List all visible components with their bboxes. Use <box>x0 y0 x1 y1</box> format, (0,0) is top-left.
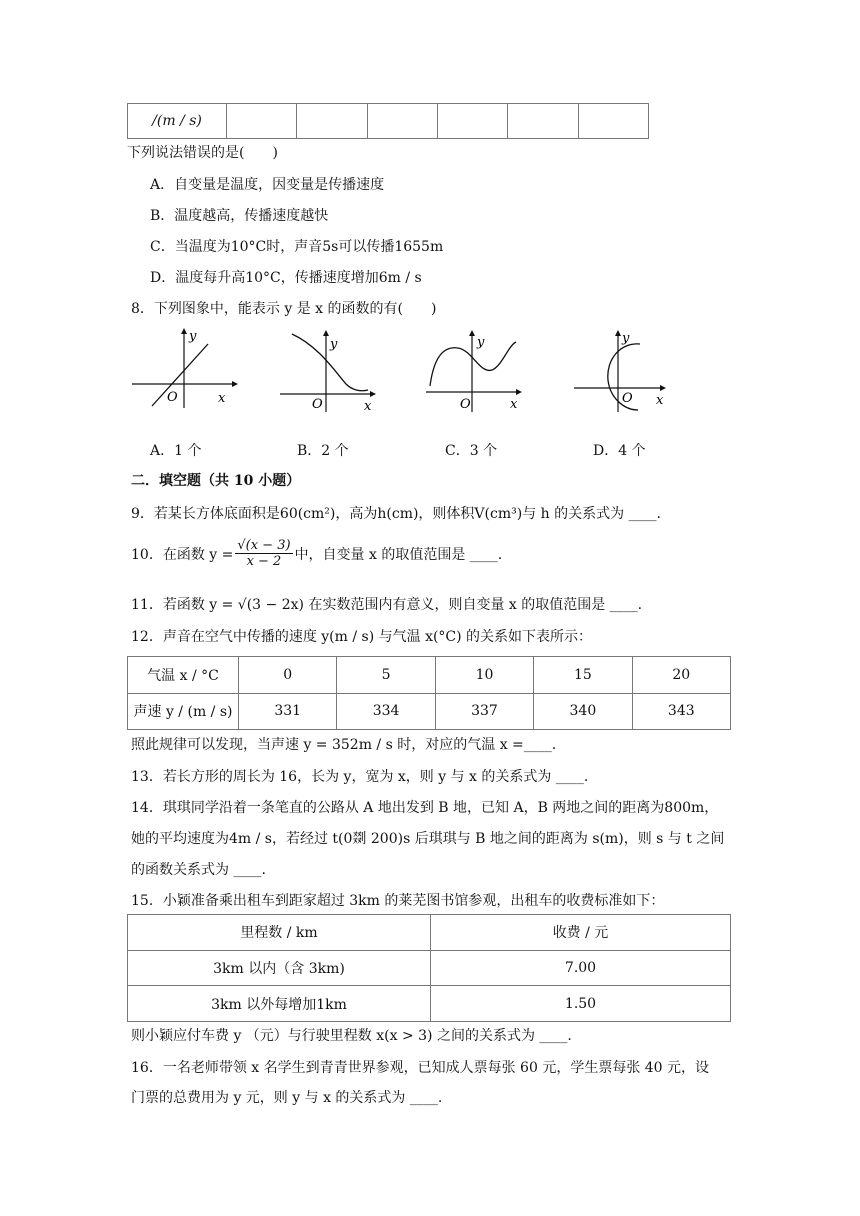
q12-prompt: 12．声音在空气中传播的速度 y(m / s) 与气温 x(°C) 的关系如下表所示： <box>131 629 593 645</box>
graph-a-x-label: x <box>218 391 226 406</box>
table-header: 里程数 / km <box>128 915 431 951</box>
empty-cell <box>367 104 437 139</box>
q7-option-b: B．温度越高，传播速度越快 <box>150 208 329 224</box>
q7-option-a: A．自变量是温度，因变量是传播速度 <box>150 177 385 193</box>
q10-suffix: 中，自变量 x 的取值范围是 ____. <box>294 546 503 563</box>
q12-followup: 照此规律可以发现，当声速 y = 352m / s 时，对应的气温 x =____. <box>131 737 557 753</box>
table-cell: 3km 以内（含 3km) <box>128 950 431 986</box>
empty-cell <box>297 104 367 139</box>
empty-cell <box>227 104 297 139</box>
table-cell: 340 <box>534 693 632 730</box>
q13-text: 13．若长方形的周长为 16，长为 y，宽为 x，则 y 与 x 的关系式为 ____. <box>131 769 589 785</box>
graph-b <box>278 326 378 414</box>
q9-text: 9．若某长方体底面积是60(cm²)，高为h(cm)，则体积V(cm³)与 h 的关系式为 ____. <box>131 506 662 522</box>
q7-option-c: C．当温度为10°C时，声音5s可以传播1655m <box>150 239 444 255</box>
q14-line2: 她的平均速度为4m / s，若经过 t(0剟 200)s 后琪琪与 B 地之间的距离为 s(m)，则 s 与 t 之间 <box>131 831 725 847</box>
table-header-temp: 气温 x / °C <box>128 657 239 694</box>
table-cell: 331 <box>239 693 337 730</box>
table-cell: 1.50 <box>431 986 731 1022</box>
q8-option-c: C．3 个 <box>445 443 498 459</box>
q14-line1: 14．琪琪同学沿着一条笔直的公路从 A 地出发到 B 地，已知 A，B 两地之间的距离为800m， <box>131 800 719 816</box>
table-cell: 0 <box>239 657 337 694</box>
q14-line3: 的函数关系式为 ____. <box>131 862 266 878</box>
q15-prompt: 15．小颖准备乘出租车到距家超过 3km 的莱芜图书馆参观，出租车的收费标准如下： <box>131 893 665 909</box>
q10-prefix: 10．在函数 y = <box>131 546 234 563</box>
table-cell: 20 <box>632 657 730 694</box>
sound-speed-table <box>127 656 731 730</box>
table-header-speed: 声速 y / (m / s) <box>128 693 239 730</box>
q8-option-d: D．4 个 <box>593 443 646 459</box>
q11-text: 11．若函数 y = √(3 − 2x) 在实数范围内有意义，则自变量 x 的取值范围是 ____. <box>131 597 643 613</box>
graph-c-origin-label: O <box>460 397 471 412</box>
graph-d-origin-label: O <box>622 391 633 406</box>
q8-option-a: A．1 个 <box>150 443 202 459</box>
q10-numerator: √(x − 3) <box>237 538 291 553</box>
empty-cell <box>508 104 578 139</box>
q8-prompt: 8．下列图象中，能表示 y 是 x 的函数的有( ) <box>131 301 437 317</box>
table-cell: 7.00 <box>431 950 731 986</box>
table-header: 收费 / 元 <box>431 915 731 951</box>
graph-d-y-label: y <box>622 331 630 346</box>
table-cell: 334 <box>337 693 435 730</box>
graph-c-x-label: x <box>510 397 518 412</box>
q10-line <box>131 538 502 569</box>
q10-denominator: x − 2 <box>246 554 282 569</box>
q16-line2: 门票的总费用为 y 元，则 y 与 x 的关系式为 ____. <box>131 1090 443 1106</box>
table-cell: 343 <box>632 693 730 730</box>
q8-option-b: B．2 个 <box>297 443 349 459</box>
table-cell: 10 <box>435 657 533 694</box>
graph-b-origin-label: O <box>312 397 323 412</box>
speed-table-continuation <box>127 103 649 139</box>
graph-a-origin-label: O <box>167 390 178 405</box>
graph-d-x-label: x <box>656 393 664 408</box>
graph-d <box>572 326 672 414</box>
graph-a <box>128 326 238 410</box>
q15-followup: 则小颖应付车费 y （元）与行驶里程数 x(x > 3) 之间的关系式为 ____. <box>131 1028 572 1044</box>
empty-cell <box>578 104 648 139</box>
table-cell: 337 <box>435 693 533 730</box>
empty-cell <box>437 104 507 139</box>
section-heading-fill-in: 二．填空题（共 10 小题） <box>131 473 301 489</box>
table-row-label: /(m / s) <box>128 104 227 139</box>
q16-line1: 16．一名老师带领 x 名学生到青青世界参观，已知成人票每张 60 元，学生票每张 40 元，设 <box>131 1060 710 1076</box>
graph-b-y-label: y <box>330 337 338 352</box>
table-cell: 15 <box>534 657 632 694</box>
q7-option-d: D．温度每升高10°C，传播速度增加6m / s <box>150 270 422 286</box>
graph-c-y-label: y <box>477 335 485 350</box>
graph-b-x-label: x <box>364 399 372 414</box>
graph-a-y-label: y <box>189 329 197 344</box>
taxi-fare-table <box>127 914 731 1022</box>
table-cell: 5 <box>337 657 435 694</box>
table-cell: 3km 以外每增加1km <box>128 986 431 1022</box>
q10-fraction <box>235 538 292 569</box>
graph-c <box>424 326 524 414</box>
q7-prompt: 下列说法错误的是( ) <box>127 145 278 161</box>
